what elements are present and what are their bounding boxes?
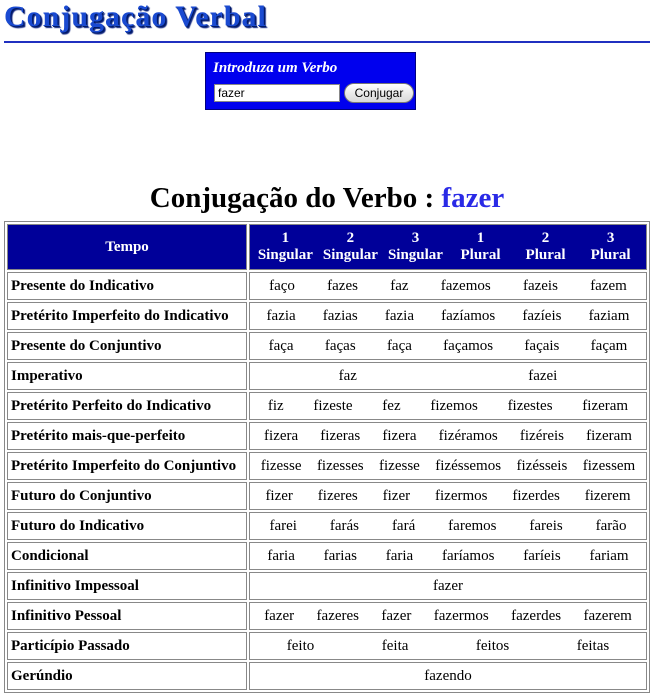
table-row: [7, 542, 647, 570]
table-row: [7, 662, 647, 690]
verb-form: farias: [323, 547, 357, 564]
verb-form: fizera: [264, 427, 299, 444]
verb-form: faz: [390, 277, 409, 294]
verb-form: fiz: [267, 397, 284, 414]
person-number: 1: [476, 230, 485, 246]
table-row: [7, 422, 647, 450]
verb-form: fazes: [327, 277, 358, 294]
verb-form: feitos: [475, 637, 510, 654]
verb-form: fizéssemos: [435, 457, 502, 474]
verb-form: fariam: [589, 547, 629, 564]
person-header: [448, 230, 513, 264]
verb-form: fazem: [590, 277, 627, 294]
verb-form: fazia: [384, 307, 414, 324]
verb-form: faz: [338, 367, 357, 384]
verb-form: fizeram: [586, 427, 632, 444]
verb-form: fareis: [529, 517, 563, 534]
forms-cell: [249, 272, 647, 300]
tempo-cell: Imperativo: [7, 362, 247, 390]
person-header: [253, 230, 318, 264]
verb-form: faria: [385, 547, 414, 564]
person-header: [578, 230, 643, 264]
tempo-cell: Pretérito Imperfeito do Conjuntivo: [7, 452, 247, 480]
verb-form: fizéramos: [438, 427, 498, 444]
person-number: 2: [346, 230, 355, 246]
verb-form: faríamos: [441, 547, 495, 564]
table-row: [7, 572, 647, 600]
page-title: [0, 182, 654, 215]
forms-cell: [249, 632, 647, 660]
verb-form: fazerdes: [511, 607, 562, 624]
tempo-cell: Pretérito mais-que-perfeito: [7, 422, 247, 450]
person-label: Plural: [460, 247, 501, 263]
verb-form: façais: [524, 337, 560, 354]
table-row: [7, 452, 647, 480]
tempo-cell: Infinitivo Impessoal: [7, 572, 247, 600]
verb-form: fizessem: [582, 457, 636, 474]
verb-search-form: [205, 52, 416, 110]
verb-form: fazer: [381, 607, 412, 624]
tempo-cell: Particípio Passado: [7, 632, 247, 660]
tempo-cell: Infinitivo Pessoal: [7, 602, 247, 630]
conjugation-table: [4, 221, 650, 693]
verb-form: faria: [267, 547, 295, 564]
person-number: 3: [411, 230, 420, 246]
verb-form: fizer: [265, 487, 293, 504]
person-label: Singular: [257, 247, 313, 263]
verb-form: fizerdes: [512, 487, 560, 504]
table-row: [7, 482, 647, 510]
tempo-cell: Presente do Indicativo: [7, 272, 247, 300]
verb-form: fizesse: [379, 457, 420, 474]
forms-cell: [249, 452, 647, 480]
forms-cell: [249, 332, 647, 360]
forms-cell: [249, 542, 647, 570]
verb-form: faziam: [588, 307, 630, 324]
verb-form: fizera: [382, 427, 417, 444]
tempo-header: Tempo: [7, 224, 247, 270]
verb-form: fizerem: [584, 487, 631, 504]
verb-form: fazeis: [522, 277, 558, 294]
site-logo: Conjugação Verbal: [4, 0, 267, 33]
forms-cell: [249, 572, 647, 600]
tempo-cell: Condicional: [7, 542, 247, 570]
verb-form: feitas: [576, 637, 610, 654]
verb-form: fizer: [382, 487, 411, 504]
header-divider: [4, 41, 650, 43]
verb-form: farão: [595, 517, 627, 534]
person-header: [383, 230, 448, 264]
person-label: Plural: [525, 247, 566, 263]
verb-form: faríeis: [523, 547, 561, 564]
verb-form: fazíamos: [441, 307, 496, 324]
verb-form: fizestes: [507, 397, 553, 414]
person-number: 2: [541, 230, 550, 246]
verb-input[interactable]: [214, 84, 340, 102]
verb-form: fazeres: [316, 607, 360, 624]
verb-form: fazermos: [433, 607, 489, 624]
verb-form: fizéreis: [519, 427, 565, 444]
verb-form: faça: [268, 337, 294, 354]
table-row: [7, 272, 647, 300]
verb-form: fizeste: [313, 397, 353, 414]
person-label: Singular: [322, 247, 378, 263]
verb-form: faças: [324, 337, 356, 354]
tempo-cell: Futuro do Indicativo: [7, 512, 247, 540]
search-label: Introduza um Verbo: [213, 60, 338, 76]
verb-form: fizeras: [320, 427, 361, 444]
forms-cell: [249, 392, 647, 420]
forms-cell: [249, 422, 647, 450]
verb-form: faço: [269, 277, 295, 294]
verb-form: feito: [286, 637, 315, 654]
table-row: [7, 362, 647, 390]
verb-form: fizeres: [317, 487, 358, 504]
verb-form: fazendo: [424, 667, 472, 684]
table-row: [7, 392, 647, 420]
verb-form: fizemos: [430, 397, 478, 414]
person-label: Singular: [387, 247, 443, 263]
title-prefix: Conjugação do Verbo :: [149, 182, 435, 214]
verb-form: fizesses: [316, 457, 364, 474]
person-number: 3: [606, 230, 615, 246]
persons-header: [249, 224, 647, 270]
verb-form: fazia: [266, 307, 296, 324]
tempo-cell: Presente do Conjuntivo: [7, 332, 247, 360]
person-number: 1: [281, 230, 290, 246]
person-header: [318, 230, 383, 264]
forms-cell: [249, 602, 647, 630]
person-label: Plural: [590, 247, 631, 263]
tempo-cell: Futuro do Conjuntivo: [7, 482, 247, 510]
verb-form: fizésseis: [516, 457, 568, 474]
table-row: [7, 302, 647, 330]
verb-form: fará: [391, 517, 416, 534]
tempo-cell: Pretérito Imperfeito do Indicativo: [7, 302, 247, 330]
verb-form: fazíeis: [522, 307, 562, 324]
table-row: [7, 512, 647, 540]
person-header: [513, 230, 578, 264]
verb-form: faremos: [448, 517, 497, 534]
forms-cell: [249, 482, 647, 510]
verb-form: fez: [382, 397, 401, 414]
forms-cell: [249, 512, 647, 540]
verb-form: fazer: [264, 607, 295, 624]
verb-form: façam: [590, 337, 628, 354]
verb-form: façamos: [443, 337, 494, 354]
verb-form: faça: [386, 337, 412, 354]
verb-form: fazias: [322, 307, 358, 324]
verb-form: fazemos: [440, 277, 491, 294]
verb-form: fizermos: [435, 487, 488, 504]
forms-cell: [249, 362, 647, 390]
tempo-cell: Gerúndio: [7, 662, 247, 690]
verb-form: fazer: [433, 577, 463, 594]
verb-form: farás: [329, 517, 360, 534]
verb-form: fazerem: [583, 607, 632, 624]
title-verb: fazer: [441, 182, 505, 214]
verb-form: fizeram: [582, 397, 629, 414]
forms-cell: [249, 302, 647, 330]
table-row: [7, 332, 647, 360]
tempo-cell: Pretérito Perfeito do Indicativo: [7, 392, 247, 420]
table-row: [7, 632, 647, 660]
conjugar-button[interactable]: Conjugar: [344, 83, 414, 103]
verb-form: feita: [381, 637, 409, 654]
verb-form: farei: [269, 517, 297, 534]
verb-form: fizesse: [260, 457, 302, 474]
table-row: [7, 602, 647, 630]
forms-cell: [249, 662, 647, 690]
verb-form: fazei: [528, 367, 558, 384]
